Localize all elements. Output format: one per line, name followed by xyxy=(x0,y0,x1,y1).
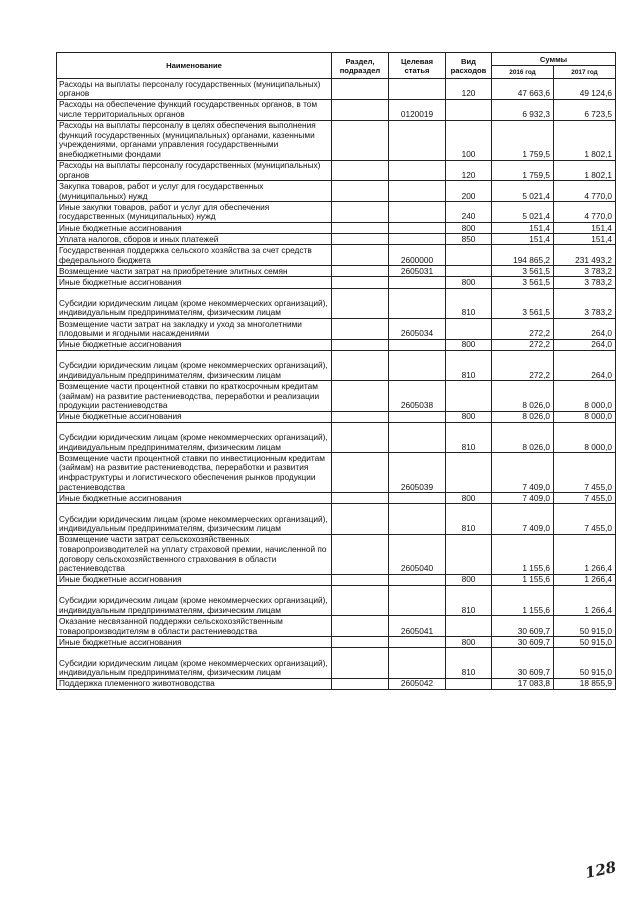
table-row xyxy=(57,245,616,266)
row-name: Иные бюджетные ассигнования xyxy=(57,493,332,504)
row-section xyxy=(332,202,389,223)
row-article xyxy=(389,160,446,181)
row-section xyxy=(332,637,389,648)
row-name: Субсидии юридическим лицам (кроме некоммерческих организаций), индивидуальным предпринимателям, физическим лицам xyxy=(57,288,332,318)
row-value-2017: 264,0 xyxy=(554,350,616,380)
row-section xyxy=(332,234,389,245)
table-row xyxy=(57,202,616,223)
row-value-2016: 8 026,0 xyxy=(492,411,554,422)
row-value-2016: 47 663,6 xyxy=(492,79,554,100)
row-value-2016: 30 609,7 xyxy=(492,648,554,678)
row-article xyxy=(389,493,446,504)
row-name: Иные закупки товаров, работ и услуг для обеспечения государственных (муниципальных) нужд xyxy=(57,202,332,223)
row-type xyxy=(446,381,492,411)
row-section xyxy=(332,120,389,160)
table-row xyxy=(57,99,616,120)
table-row xyxy=(57,648,616,678)
row-name: Иные бюджетные ассигнования xyxy=(57,637,332,648)
row-value-2016: 1 759,5 xyxy=(492,120,554,160)
row-section xyxy=(332,266,389,277)
row-name: Закупка товаров, работ и услуг для государственных (муниципальных) нужд xyxy=(57,181,332,202)
row-section xyxy=(332,318,389,339)
row-name: Иные бюджетные ассигнования xyxy=(57,222,332,233)
row-name: Уплата налогов, сборов и иных платежей xyxy=(57,234,332,245)
row-value-2016: 151,4 xyxy=(492,222,554,233)
row-name: Государственная поддержка сельского хозяйства за счет средств федерального бюджета xyxy=(57,245,332,266)
row-value-2017: 3 783,2 xyxy=(554,266,616,277)
row-value-2016: 272,2 xyxy=(492,339,554,350)
row-section xyxy=(332,288,389,318)
table-row xyxy=(57,222,616,233)
row-type xyxy=(446,99,492,120)
row-value-2016: 7 409,0 xyxy=(492,493,554,504)
row-section xyxy=(332,339,389,350)
header-sums: Суммы xyxy=(492,53,616,66)
row-type: 810 xyxy=(446,586,492,616)
row-value-2017: 1 266,4 xyxy=(554,586,616,616)
row-article xyxy=(389,202,446,223)
header-name: Наименование xyxy=(57,53,332,79)
row-type xyxy=(446,266,492,277)
row-name: Возмещение части затрат на закладку и уход за многолетними плодовыми и ягодными насаждениями xyxy=(57,318,332,339)
table-row xyxy=(57,350,616,380)
row-type: 200 xyxy=(446,181,492,202)
row-name: Субсидии юридическим лицам (кроме некоммерческих организаций), индивидуальным предпринимателям, физическим лицам xyxy=(57,422,332,452)
row-type xyxy=(446,678,492,689)
row-type: 810 xyxy=(446,504,492,534)
page-number: 128 xyxy=(583,857,618,883)
table-row xyxy=(57,616,616,637)
row-article xyxy=(389,574,446,585)
header-year-2017: 2017 год xyxy=(554,66,616,79)
row-value-2017: 50 915,0 xyxy=(554,637,616,648)
row-name: Субсидии юридическим лицам (кроме некоммерческих организаций), индивидуальным предпринимателям, физическим лицам xyxy=(57,648,332,678)
row-type: 810 xyxy=(446,350,492,380)
table-row xyxy=(57,381,616,411)
row-article xyxy=(389,222,446,233)
row-section xyxy=(332,79,389,100)
row-section xyxy=(332,277,389,288)
row-value-2016: 1 155,6 xyxy=(492,534,554,574)
row-section xyxy=(332,245,389,266)
row-section xyxy=(332,381,389,411)
table-row xyxy=(57,422,616,452)
row-article: 2605041 xyxy=(389,616,446,637)
row-value-2016: 1 759,5 xyxy=(492,160,554,181)
row-type: 800 xyxy=(446,339,492,350)
header-year-2016: 2016 год xyxy=(492,66,554,79)
budget-table xyxy=(56,52,616,690)
row-name: Расходы на обеспечение функций государственных органов, в том числе территориальных органов xyxy=(57,99,332,120)
row-article: 0120019 xyxy=(389,99,446,120)
row-value-2017: 7 455,0 xyxy=(554,493,616,504)
row-value-2017: 18 855,9 xyxy=(554,678,616,689)
row-article xyxy=(389,586,446,616)
row-value-2017: 1 802,1 xyxy=(554,160,616,181)
row-value-2017: 3 783,2 xyxy=(554,277,616,288)
row-value-2017: 8 000,0 xyxy=(554,411,616,422)
table-row xyxy=(57,453,616,493)
row-name: Иные бюджетные ассигнования xyxy=(57,574,332,585)
row-value-2017: 3 783,2 xyxy=(554,288,616,318)
table-row xyxy=(57,79,616,100)
row-article: 2605034 xyxy=(389,318,446,339)
row-type xyxy=(446,453,492,493)
table-row xyxy=(57,277,616,288)
row-article xyxy=(389,422,446,452)
table-row xyxy=(57,411,616,422)
row-type: 850 xyxy=(446,234,492,245)
row-value-2016: 3 561,5 xyxy=(492,266,554,277)
table-row xyxy=(57,574,616,585)
row-article xyxy=(389,339,446,350)
row-value-2016: 8 026,0 xyxy=(492,422,554,452)
table-row xyxy=(57,234,616,245)
table-row xyxy=(57,586,616,616)
row-value-2016: 272,2 xyxy=(492,350,554,380)
row-value-2017: 4 770,0 xyxy=(554,181,616,202)
row-value-2017: 4 770,0 xyxy=(554,202,616,223)
row-section xyxy=(332,678,389,689)
row-type xyxy=(446,534,492,574)
row-section xyxy=(332,422,389,452)
row-value-2017: 8 000,0 xyxy=(554,422,616,452)
row-article: 2605031 xyxy=(389,266,446,277)
row-article xyxy=(389,411,446,422)
row-value-2017: 264,0 xyxy=(554,318,616,339)
row-value-2016: 3 561,5 xyxy=(492,277,554,288)
row-type: 120 xyxy=(446,79,492,100)
table-body xyxy=(57,79,616,690)
row-type xyxy=(446,318,492,339)
row-name: Возмещение части процентной ставки по инвестиционным кредитам (займам) на развитие растениеводства, переработки и развития инфраструктуры и логистического обеспечения рынков продукции растениеводства xyxy=(57,453,332,493)
row-section xyxy=(332,99,389,120)
row-type: 800 xyxy=(446,493,492,504)
row-article xyxy=(389,234,446,245)
row-value-2016: 30 609,7 xyxy=(492,616,554,637)
row-section xyxy=(332,181,389,202)
row-value-2017: 8 000,0 xyxy=(554,381,616,411)
row-article xyxy=(389,648,446,678)
table-row xyxy=(57,266,616,277)
row-article xyxy=(389,288,446,318)
table-row xyxy=(57,534,616,574)
row-type xyxy=(446,616,492,637)
row-value-2016: 5 021,4 xyxy=(492,202,554,223)
row-value-2017: 50 915,0 xyxy=(554,648,616,678)
row-type: 800 xyxy=(446,574,492,585)
row-section xyxy=(332,504,389,534)
row-value-2017: 1 802,1 xyxy=(554,120,616,160)
row-name: Субсидии юридическим лицам (кроме некоммерческих организаций), индивидуальным предпринимателям, физическим лицам xyxy=(57,350,332,380)
row-section xyxy=(332,534,389,574)
row-value-2017: 264,0 xyxy=(554,339,616,350)
row-article xyxy=(389,120,446,160)
row-section xyxy=(332,586,389,616)
row-name: Иные бюджетные ассигнования xyxy=(57,411,332,422)
row-article xyxy=(389,637,446,648)
row-article: 2605039 xyxy=(389,453,446,493)
row-type: 810 xyxy=(446,288,492,318)
row-value-2017: 1 266,4 xyxy=(554,534,616,574)
row-article: 2600000 xyxy=(389,245,446,266)
row-article xyxy=(389,277,446,288)
row-article: 2605038 xyxy=(389,381,446,411)
row-value-2016: 30 609,7 xyxy=(492,637,554,648)
row-value-2016: 7 409,0 xyxy=(492,504,554,534)
row-type: 800 xyxy=(446,277,492,288)
row-article xyxy=(389,504,446,534)
row-value-2017: 49 124,6 xyxy=(554,79,616,100)
row-article xyxy=(389,79,446,100)
table-row xyxy=(57,504,616,534)
row-value-2016: 5 021,4 xyxy=(492,181,554,202)
row-name: Иные бюджетные ассигнования xyxy=(57,339,332,350)
row-value-2017: 6 723,5 xyxy=(554,99,616,120)
row-name: Оказание несвязанной поддержки сельскохозяйственным товаропроизводителям в области растениеводства xyxy=(57,616,332,637)
row-section xyxy=(332,493,389,504)
row-value-2016: 7 409,0 xyxy=(492,453,554,493)
row-article xyxy=(389,350,446,380)
row-value-2016: 17 083,8 xyxy=(492,678,554,689)
row-section xyxy=(332,350,389,380)
row-value-2017: 50 915,0 xyxy=(554,616,616,637)
row-section xyxy=(332,222,389,233)
row-value-2016: 3 561,5 xyxy=(492,288,554,318)
row-type: 810 xyxy=(446,648,492,678)
row-value-2016: 1 155,6 xyxy=(492,586,554,616)
row-article xyxy=(389,181,446,202)
row-value-2017: 151,4 xyxy=(554,222,616,233)
table-row xyxy=(57,120,616,160)
table-row xyxy=(57,288,616,318)
header-section: Раздел, подраздел xyxy=(332,53,389,79)
row-value-2017: 7 455,0 xyxy=(554,453,616,493)
row-value-2016: 6 932,3 xyxy=(492,99,554,120)
row-type: 120 xyxy=(446,160,492,181)
row-name: Субсидии юридическим лицам (кроме некоммерческих организаций), индивидуальным предпринимателям, физическим лицам xyxy=(57,504,332,534)
row-section xyxy=(332,160,389,181)
row-section xyxy=(332,453,389,493)
row-type: 100 xyxy=(446,120,492,160)
row-name: Расходы на выплаты персоналу в целях обеспечения выполнения функций государственных (муниципальных) органами, казенными учреждениями, органами управления государственными внебюджетными фондами xyxy=(57,120,332,160)
row-value-2016: 151,4 xyxy=(492,234,554,245)
row-value-2016: 1 155,6 xyxy=(492,574,554,585)
row-name: Возмещение части процентной ставки по краткосрочным кредитам (займам) на развитие растениеводства, переработки и реализации продукции растениеводства xyxy=(57,381,332,411)
header-type: Вид расходов xyxy=(446,53,492,79)
row-type: 240 xyxy=(446,202,492,223)
row-type: 810 xyxy=(446,422,492,452)
row-value-2016: 194 865,2 xyxy=(492,245,554,266)
row-article: 2605042 xyxy=(389,678,446,689)
table-row xyxy=(57,160,616,181)
table-row xyxy=(57,678,616,689)
row-section xyxy=(332,574,389,585)
row-name: Субсидии юридическим лицам (кроме некоммерческих организаций), индивидуальным предпринимателям, физическим лицам xyxy=(57,586,332,616)
table-row xyxy=(57,339,616,350)
header-article: Целевая статья xyxy=(389,53,446,79)
row-section xyxy=(332,648,389,678)
table-row xyxy=(57,637,616,648)
row-type: 800 xyxy=(446,411,492,422)
row-value-2017: 151,4 xyxy=(554,234,616,245)
row-value-2017: 7 455,0 xyxy=(554,504,616,534)
row-type: 800 xyxy=(446,222,492,233)
row-name: Расходы на выплаты персоналу государственных (муниципальных) органов xyxy=(57,79,332,100)
row-section xyxy=(332,411,389,422)
row-name: Иные бюджетные ассигнования xyxy=(57,277,332,288)
table-row xyxy=(57,181,616,202)
table-row xyxy=(57,493,616,504)
row-type: 800 xyxy=(446,637,492,648)
row-article: 2605040 xyxy=(389,534,446,574)
row-value-2016: 272,2 xyxy=(492,318,554,339)
row-value-2016: 8 026,0 xyxy=(492,381,554,411)
row-type xyxy=(446,245,492,266)
row-name: Расходы на выплаты персоналу государственных (муниципальных) органов xyxy=(57,160,332,181)
table-row xyxy=(57,318,616,339)
row-value-2017: 231 493,2 xyxy=(554,245,616,266)
row-section xyxy=(332,616,389,637)
row-name: Поддержка племенного животноводства xyxy=(57,678,332,689)
row-value-2017: 1 266,4 xyxy=(554,574,616,585)
row-name: Возмещение части затрат на приобретение элитных семян xyxy=(57,266,332,277)
row-name: Возмещение части затрат сельскохозяйственных товаропроизводителей на уплату страховой премии, начисленной по договору сельскохозяйственного страхования в области растениеводства xyxy=(57,534,332,574)
